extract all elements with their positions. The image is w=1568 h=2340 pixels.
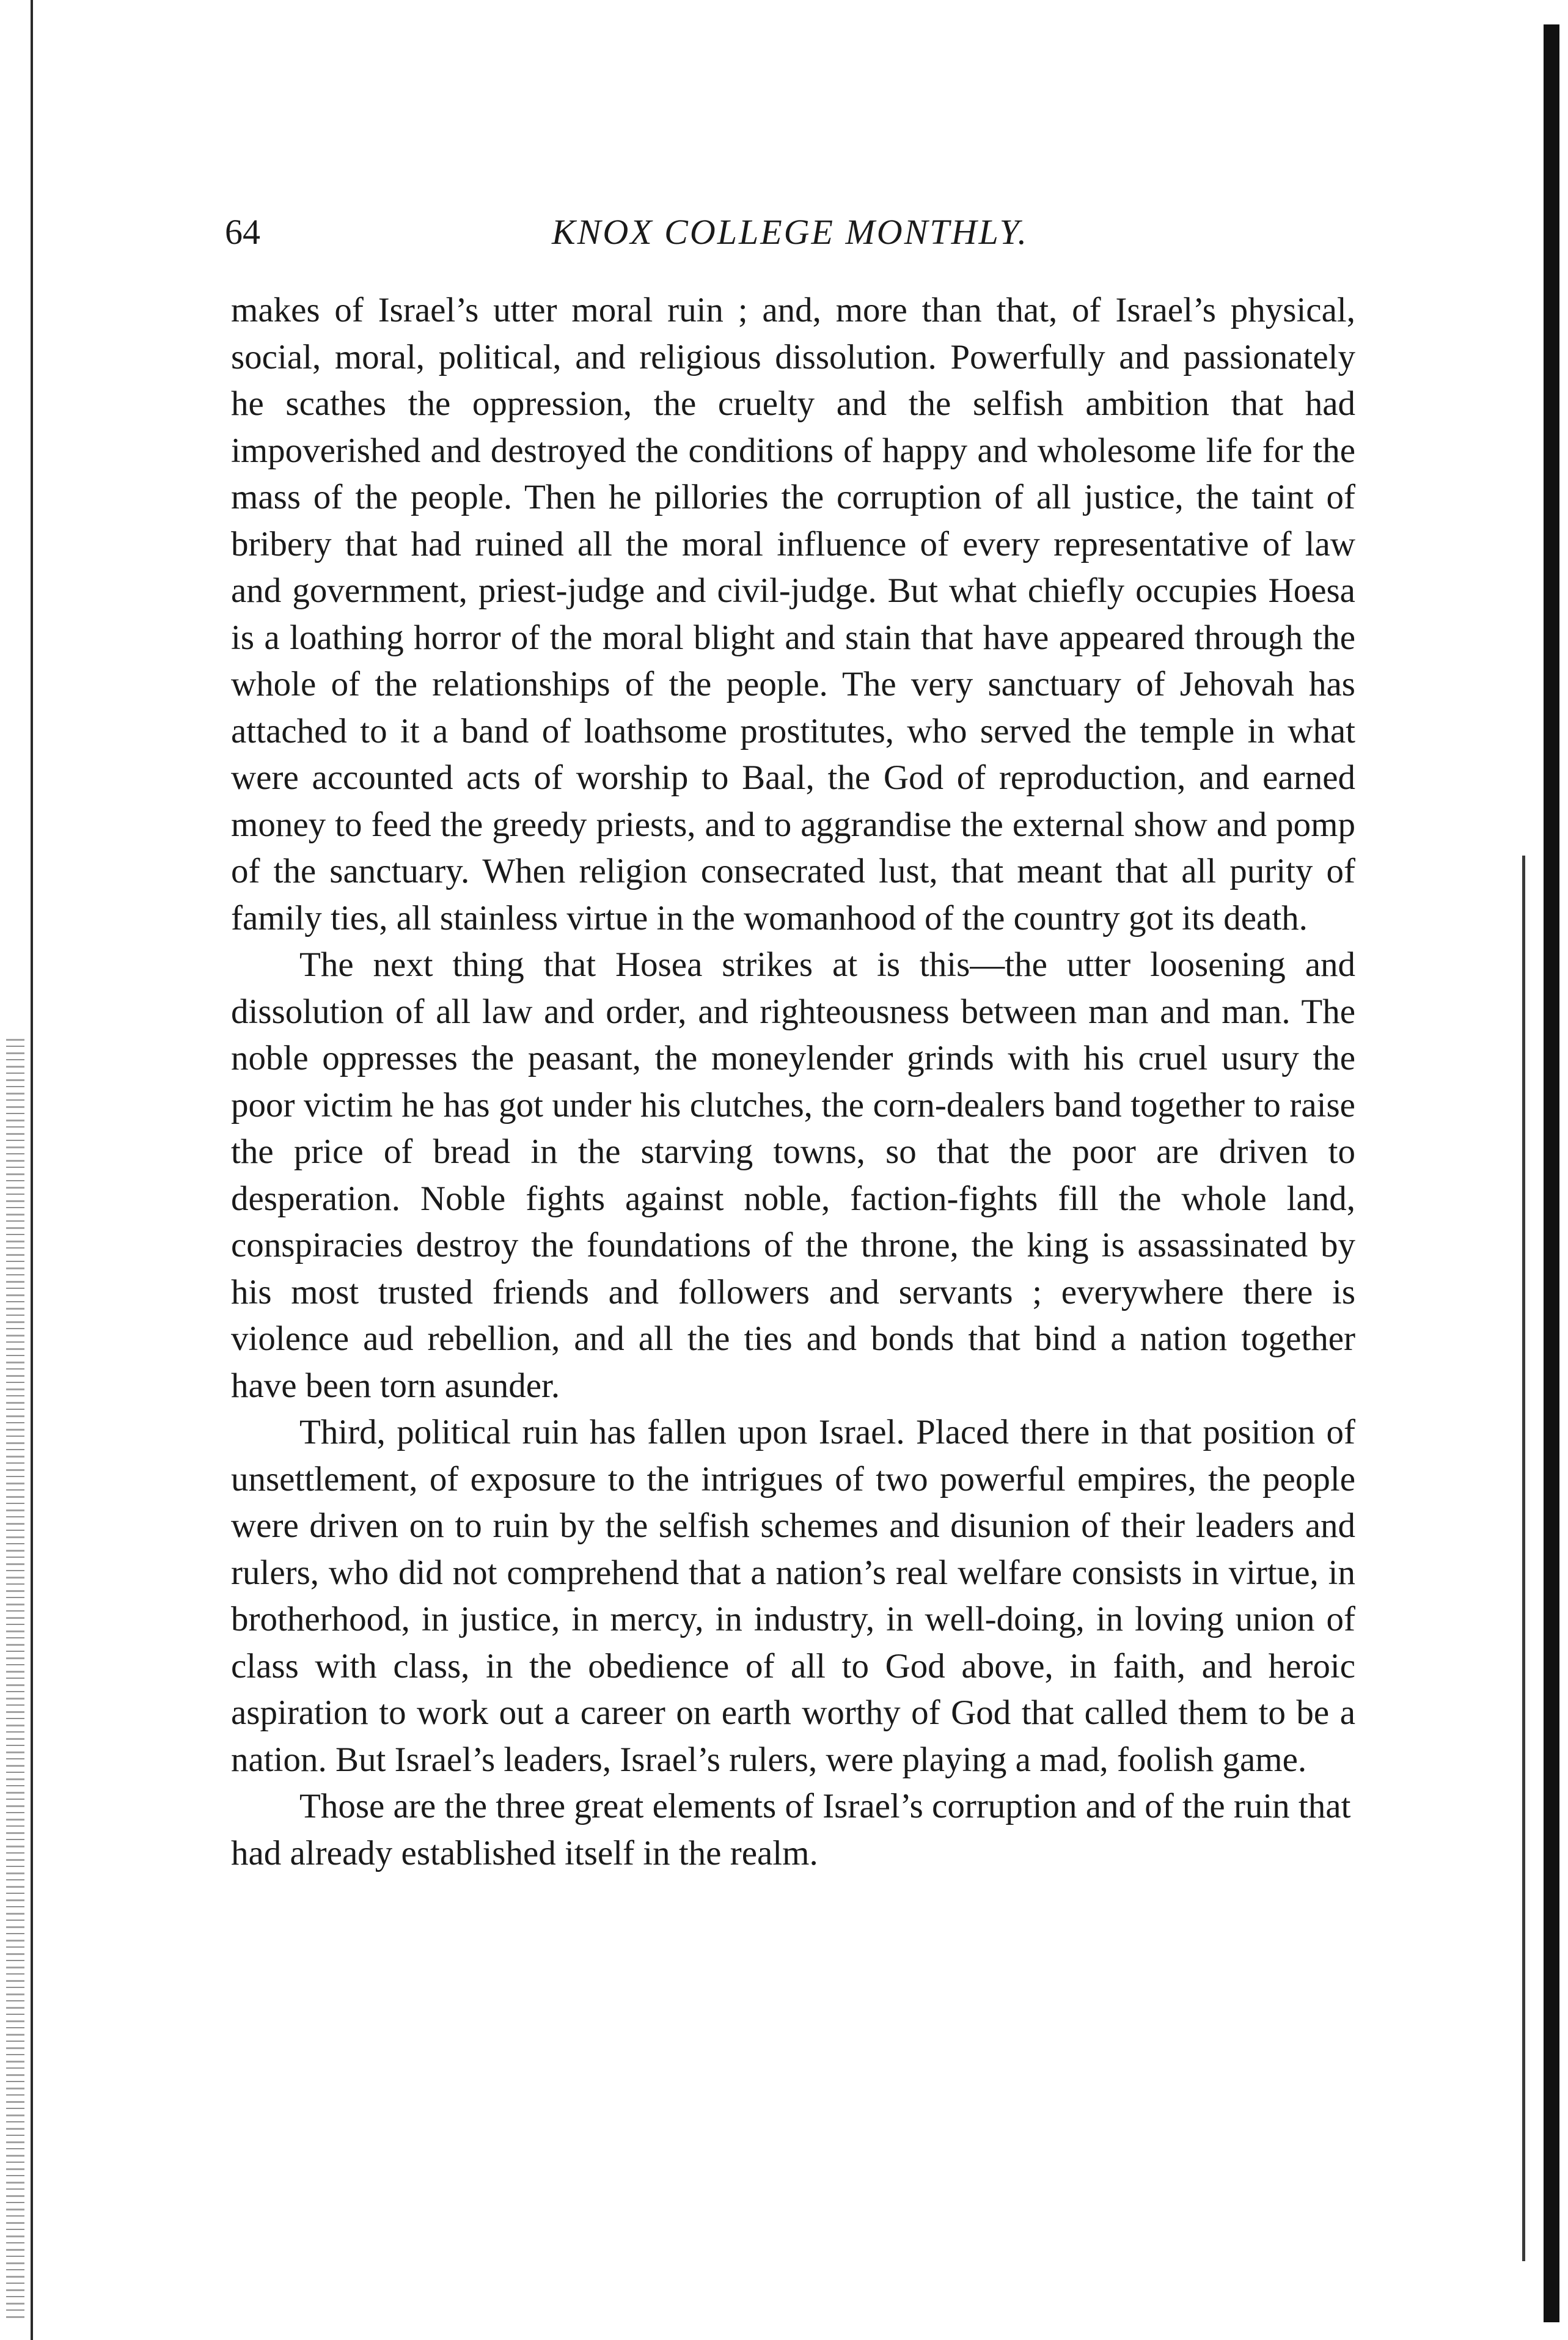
paragraph-final: Those are the three great elements of Israel’s corruption and of the ruin that had already established itself in the realm. bbox=[231, 1787, 1351, 1872]
running-head: KNOX COLLEGE MONTHLY. bbox=[551, 212, 1029, 252]
page-header bbox=[225, 199, 1355, 266]
scan-noise-strip bbox=[6, 1039, 24, 2322]
page-number: 64 bbox=[225, 212, 260, 252]
paragraph: Third, political ruin has fallen upon Israel. Placed there in that position of unsettlement, of exposure to the intrigues of two powerful empires, the people were driven on to ruin by the selfish schemes and disunion of their leaders and rulers, who did not comprehend that a nation’s real welfare consists in virtue, in brotherhood, in justice, in mercy, in industry, in well-doing, in loving union of class with class, in the obedience of all to God above, in faith, and heroic aspiration to work out a career on earth worthy of God that called them to be a nation. But Israel’s leaders, Israel’s rulers, were playing a mad, foolish game. bbox=[231, 1413, 1355, 1779]
binding-edge-line bbox=[31, 0, 33, 2340]
gutter-shadow bbox=[1544, 24, 1559, 2322]
paragraph-continued: makes of Israel’s utter moral ruin ; and, more than that, of Israel’s physical, social, moral, political, and religious dissolution. Powerfully and passionately he scathes the oppression, the cruelty and the selfish ambition that had impoverished and destroyed the conditions of happy and wholesome life for the mass of the people. Then he pillories the corruption of all justice, the taint of bribery that had ruined all the moral influence of every representative of law and government, priest-judge and civil-judge. But what chiefly occupies Hoesa is a loathing horror of the moral blight and stain that have appeared through the whole of the relationships of the people. The very sanctuary of Jehovah has attached to it a band of loathsome prostitutes, who served the temple in what were accounted acts of worship to Baal, the God of reproduction, and earned money to feed the greedy priests, and to aggrandise the external show and pomp of the sanctuary. When religion consecrated lust, that meant that all purity of family ties, all stainless virtue in the womanhood of the country got its death. bbox=[231, 291, 1355, 937]
article-body bbox=[231, 287, 1355, 1877]
gutter-line bbox=[1522, 856, 1525, 2261]
paragraph: The next thing that Hosea strikes at is this—the utter loosening and dissolution of all law and order, and righteousness between man and man. The noble oppresses the peasant, the moneylender grinds with his cruel usury the poor victim he has got under his clutches, the corn-dealers band together to raise the price of bread in the starving towns, so that the poor are driven to desperation. Noble fights against noble, faction-fights fill the whole land, conspiracies destroy the foundations of the throne, the king is assassinated by his most trusted friends and followers and servants ; everywhere there is violence aud rebellion, and all the ties and bonds that bind a nation together have been torn asunder. bbox=[231, 945, 1355, 1405]
